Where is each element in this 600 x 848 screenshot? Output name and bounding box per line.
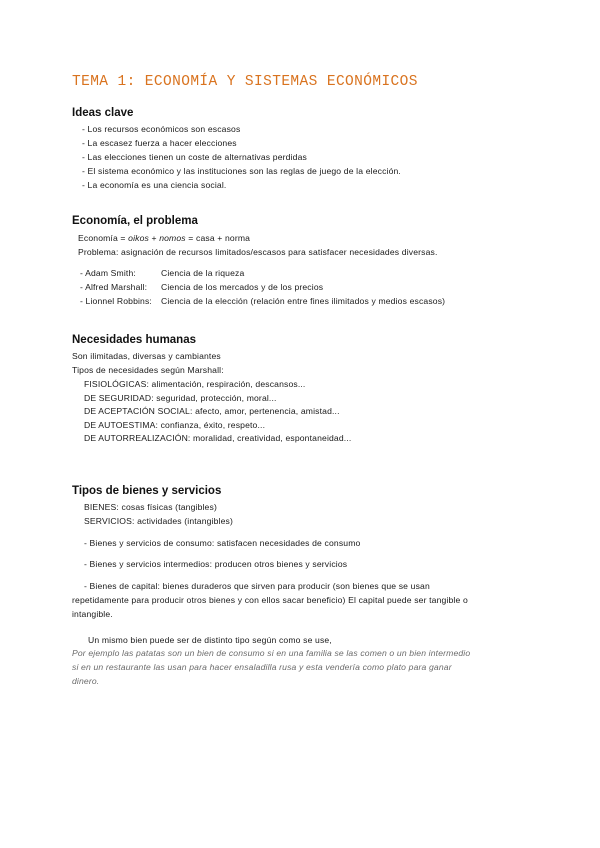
author-name: - Lionnel Robbins: [80, 296, 152, 306]
list-item: - Las elecciones tienen un coste de alternativas perdidas [82, 152, 307, 162]
etymology-plus: + [148, 233, 160, 243]
list-item: - Los recursos económicos son escasos [82, 124, 241, 134]
list-item: - El sistema económico y las instituciones son las reglas de juego de la elección. [82, 166, 401, 176]
etymology-suffix: = casa + norma [185, 233, 251, 243]
author-desc: Ciencia de los mercados y de los precios [161, 282, 324, 292]
capital-line: repetidamente para producir otros bienes y con ellos sacar beneficio) El capital puede ser tangible o [72, 595, 468, 605]
necesidades-line: Son ilimitadas, diversas y cambiantes [72, 351, 221, 361]
section-heading-necesidades: Necesidades humanas [72, 334, 197, 346]
section-heading-bienes: Tipos de bienes y servicios [72, 485, 222, 497]
author-name: - Alfred Marshall: [80, 282, 148, 292]
servicios-line: SERVICIOS: actividades (intangibles) [84, 516, 234, 526]
mismo-bien-line: Un mismo bien puede ser de distinto tipo según como se use, [88, 635, 332, 645]
need-type: DE AUTOESTIMA: confianza, éxito, respeto... [84, 420, 266, 430]
section-heading-ideas-clave: Ideas clave [72, 107, 134, 119]
intermedios-line: - Bienes y servicios intermedios: producen otros bienes y servicios [84, 559, 348, 569]
etymology-oikos: oikos [128, 233, 149, 243]
example-line: si en un restaurante las usan para hacer ensaladilla rusa y esta vendería como plato para ganar [72, 662, 452, 672]
author-name: - Adam Smith: [80, 268, 136, 278]
author-desc: Ciencia de la elección (relación entre fines ilimitados y medios escasos) [161, 296, 446, 306]
need-type: DE ACEPTACIÓN SOCIAL: afecto, amor, pertenencia, amistad... [84, 406, 340, 416]
etymology-prefix: Economía = [78, 233, 129, 243]
bienes-line: BIENES: cosas físicas (tangibles) [84, 502, 217, 512]
problem-definition: Problema: asignación de recursos limitados/escasos para satisfacer necesidades diversas. [78, 247, 438, 257]
list-item: - La escasez fuerza a hacer elecciones [82, 138, 237, 148]
etymology-line [78, 233, 250, 243]
capital-line: intangible. [72, 609, 113, 619]
example-line: dinero. [72, 676, 100, 686]
need-type: DE SEGURIDAD: seguridad, protección, moral... [84, 393, 277, 403]
need-type: DE AUTORREALIZACIÓN: moralidad, creatividad, espontaneidad... [84, 433, 352, 443]
capital-line: - Bienes de capital: bienes duraderos que sirven para producir (son bienes que se usan [84, 581, 430, 591]
etymology-nomos: nomos [159, 233, 186, 243]
example-line: Por ejemplo las patatas son un bien de consumo si en una familia se las comen o un bien intermedio [72, 648, 471, 658]
list-item: - La economía es una ciencia social. [82, 180, 227, 190]
need-type: FISIOLÓGICAS: alimentación, respiración, descansos... [84, 379, 306, 389]
section-heading-problema: Economía, el problema [72, 215, 198, 227]
author-desc: Ciencia de la riqueza [161, 268, 245, 278]
page-title: TEMA 1: ECONOMÍA Y SISTEMAS ECONÓMICOS [72, 74, 418, 90]
necesidades-line: Tipos de necesidades según Marshall: [72, 365, 224, 375]
consumo-line: - Bienes y servicios de consumo: satisfacen necesidades de consumo [84, 538, 361, 548]
